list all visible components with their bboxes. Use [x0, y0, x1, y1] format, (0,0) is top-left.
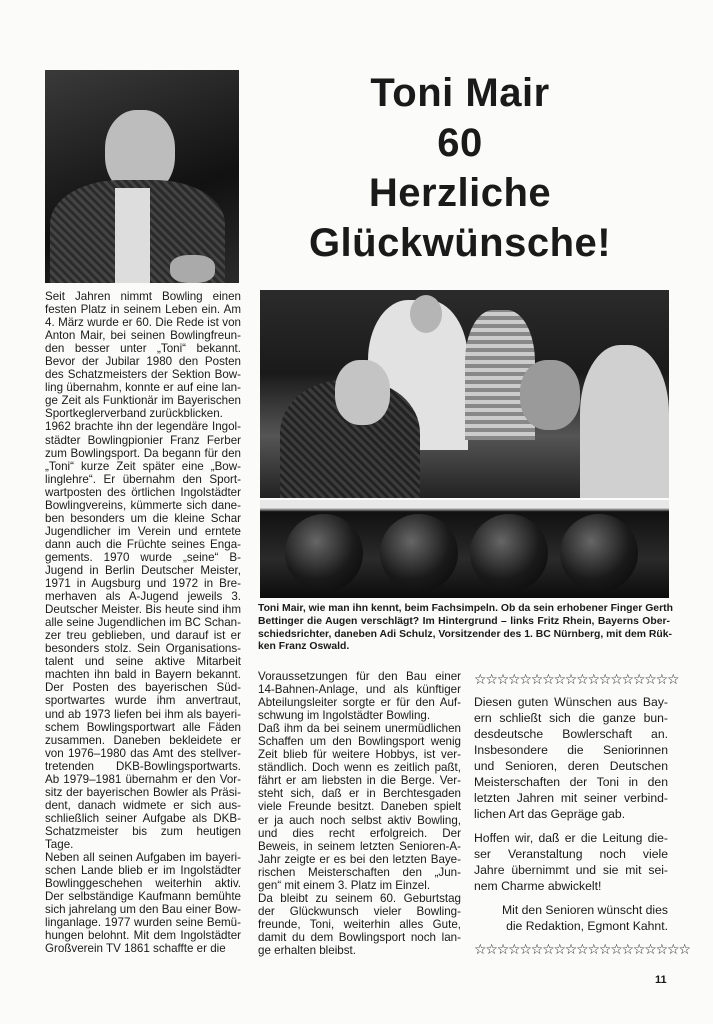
text-line: Neben all seinen Aufgaben im bayeri-	[45, 851, 241, 865]
group-photo-bowling-hall	[260, 290, 669, 498]
text-line: fährt er am liebsten in die Berge. Ver-	[258, 774, 461, 788]
text-line: ser Veranstaltung noch viele	[474, 847, 668, 861]
signature-line: Mit den Senioren wünscht dies	[502, 903, 668, 917]
text-line: Großverein TV 1861 schaffte er die	[45, 942, 226, 956]
text-line: ge erhalten bleibst.	[258, 943, 356, 957]
caption-line: Bettinger die Augen verschlägt? Im Hintergrund – links Fritz Rhein, Bayerns Ober-	[258, 615, 670, 627]
paragraph	[258, 670, 461, 722]
text-line: Abteilungsleiter sorgte er für den Auf-	[258, 696, 461, 710]
text-line: Daß ihm da bei seinem unermüdlichen	[258, 722, 461, 736]
text-line: freunde, Toni, weiterhin alles Gute,	[258, 917, 461, 931]
text-line: der Glückwunsch vieler Bowling-	[258, 904, 461, 918]
text-line: lichen Art das Gepräge gab.	[474, 807, 626, 821]
text-line: gements. 1970 wurde „seine“ B-	[45, 550, 241, 564]
star-divider-bottom: ☆☆☆☆☆☆☆☆☆☆☆☆☆☆☆☆☆☆☆	[474, 942, 690, 958]
text-line: steht sich, daß er in Berchtesgaden	[258, 787, 461, 801]
text-line: festen Platz in seinem Leben ein. Am	[45, 303, 241, 317]
text-line: linglehre“. Er übernahm den Sport-	[45, 472, 241, 486]
text-line: sitz der bayerischen Bowler als Präsi-	[45, 785, 241, 799]
text-line: Deutscher Meister. Bis heute sind ihm	[45, 603, 241, 617]
text-line: merhaven als A-Jugend jeweils 3.	[45, 590, 241, 604]
bowling-ball	[560, 514, 638, 592]
text-line: damit du dem Bowlingsport noch lan-	[258, 930, 461, 944]
photo-caption	[258, 603, 673, 654]
text-line: desdeutsche Bowlerschaft an.	[474, 727, 668, 741]
text-line: Bowlinggeschehen weiterhin aktiv.	[45, 877, 241, 891]
text-line: Anton Mair, bei seinen Bowlingfreun-	[45, 329, 241, 343]
text-line: wartposten des örtlichen Ingolstädter	[45, 485, 241, 499]
text-line: Der Posten des bayerischen Süd-	[45, 681, 241, 695]
text-line: Jahre übernimmt und sie mit sei-	[474, 863, 668, 877]
article-column-right	[474, 694, 668, 934]
text-line: tretenden DKB-Bowlingsportwarts.	[45, 759, 241, 773]
text-line: zum Bowlingsport. Da begann für den	[45, 446, 241, 460]
page-number: 11	[655, 974, 667, 986]
text-line: letzten Jahren mit seiner verbind-	[474, 791, 668, 805]
star-divider-top: ☆☆☆☆☆☆☆☆☆☆☆☆☆☆☆☆☆☆	[474, 672, 679, 688]
text-line: Meisterschaften der Toni in den	[474, 775, 668, 789]
text-line: alle seine Jugendlichen im BC Schan-	[45, 616, 241, 630]
text-line: Jugend in Berlin Deutscher Meister,	[45, 563, 241, 577]
portrait-photo-toni-mair	[45, 70, 239, 283]
paragraph	[45, 420, 241, 851]
text-line: schließlich seiner Aufgabe als DKB-	[45, 811, 241, 825]
text-line: des Schatzmeisters der Sektion Bow-	[45, 368, 241, 382]
text-line: ge Zeit als Funktionär im Bayerischen	[45, 394, 241, 408]
text-line: 14-Bahnen-Anlage, und als künftiger	[258, 683, 461, 697]
bowling-balls-photo	[260, 500, 669, 598]
text-line: hungen belohnt. Mit dem Ingolstädter	[45, 929, 241, 943]
text-line: Der selbständige Kaufmann bemühte	[45, 890, 241, 904]
text-line: Da bleibt zu seinem 60. Geburtstag	[258, 891, 461, 905]
text-line: zusammen. Daneben bekleidete er	[45, 733, 241, 747]
text-line: 4. März wurde er 60. Die Rede ist von	[45, 316, 241, 330]
text-line: Hoffen wir, daß er die Leitung die-	[474, 831, 668, 845]
paragraph	[258, 892, 461, 957]
text-line: ern schließt sich die ganze bun-	[474, 711, 668, 725]
headline-congrats-1: Herzliche	[368, 171, 552, 215]
text-line: Beweis, in seinem letzten Senioren-A-	[258, 839, 461, 853]
paragraph	[45, 290, 241, 420]
text-line: viele Freunde besitzt. Daneben spielt	[258, 800, 461, 814]
bowling-ball	[470, 514, 548, 592]
headline-name: Toni Mair	[370, 71, 550, 115]
text-line: Tage.	[45, 837, 74, 851]
text-line: sportwartes wurde ihm anvertraut,	[45, 694, 241, 708]
text-line: Schaffen um den Bowlingsport wenig	[258, 735, 461, 749]
article-column-middle	[258, 670, 461, 957]
text-line: schen Lande blieb er im Ingolstädter	[45, 864, 241, 878]
headline-age: 60	[437, 121, 483, 165]
caption-line: ken Franz Oswald.	[258, 641, 350, 653]
text-line: Schatzmeister bis zum heutigen	[45, 824, 241, 838]
text-line: rischen Meisterschaften den „Jun-	[258, 865, 461, 879]
text-line: sich jahrelang um den Bau einer Bow-	[45, 903, 241, 917]
text-line: „Toni“ kurze Zeit später eine „Bow-	[45, 459, 241, 473]
text-line: Ab 1979–1981 übernahm er den Vor-	[45, 772, 241, 786]
text-line: Diesen guten Wünschen aus Bay-	[474, 695, 668, 709]
text-line: und ab 1973 liefen bei ihm als bayeri-	[45, 707, 241, 721]
text-line: machten ihn bald in Bayern bekannt.	[45, 668, 241, 682]
text-line: dann auch die Früchte seines Enga-	[45, 537, 241, 551]
text-line: 1971 in Augsburg und 1972 in Bre-	[45, 577, 241, 591]
text-line: nem Charme abwickelt!	[474, 879, 602, 893]
text-line: er ja auch noch selbst aktiv Bowling,	[258, 813, 461, 827]
text-line: ben besonders um die kleine Schar	[45, 511, 241, 525]
text-line: und Senioren, deren Deutschen	[474, 759, 668, 773]
text-line: ständlich. Doch wenn es zeitlich paßt,	[258, 761, 461, 775]
text-line: dent, danach widmete er sich aus-	[45, 798, 241, 812]
text-line: gen“ mit einem 3. Platz im Einzel.	[258, 878, 431, 892]
text-line: schem Bowlingsportwart alle Fäden	[45, 720, 241, 734]
text-line: Bowlingvereins, kümmerte sich dane-	[45, 498, 241, 512]
paragraph	[474, 694, 668, 822]
text-line: von 1976–1980 das Amt des stellver-	[45, 746, 241, 760]
text-line: Seit Jahren nimmt Bowling einen	[45, 290, 241, 303]
headline	[250, 68, 670, 268]
bowling-ball	[285, 514, 363, 592]
text-line: Jugendlicher im Verein und erntete	[45, 524, 241, 538]
headline-congrats-2: Glückwünsche!	[308, 221, 612, 265]
bowling-ball	[380, 514, 458, 592]
text-line: zer treu geblieben, und darauf ist er	[45, 629, 241, 643]
text-line: städter Bowlingpionier Franz Ferber	[45, 433, 241, 447]
text-line: linganlage. 1977 wurden seine Bemü-	[45, 916, 241, 930]
text-line: ling übernahm, konnte er auf eine lan-	[45, 381, 241, 395]
paragraph	[258, 722, 461, 892]
text-line: Sportkeglerverband zurückblicken.	[45, 407, 223, 421]
text-line: schwung im Ingolstädter Bowling.	[258, 709, 431, 723]
article-column-left	[45, 290, 241, 955]
text-line: den besser unter „Toni“ bekannt.	[45, 342, 241, 356]
text-line: talent und seine aktive Mitarbeit	[45, 655, 241, 669]
text-line: 1962 brachte ihn der legendäre Ingol-	[45, 420, 241, 434]
text-line: Bevor der Jubilar 1980 den Posten	[45, 355, 241, 369]
text-line: und dies recht erfolgreich. Der	[258, 826, 461, 840]
text-line: besonders stolz. Sein Organisations-	[45, 642, 241, 656]
caption-line: schiedsrichter, daneben Adi Schulz, Vorsitzender des 1. BC Nürnberg, mit dem Rük-	[258, 628, 672, 640]
signature	[474, 902, 668, 934]
caption-line: Toni Mair, wie man ihn kennt, beim Fachsimpeln. Ob da sein erhobener Finger Gerth	[258, 603, 673, 614]
signature-line: die Redaktion, Egmont Kahnt.	[506, 919, 668, 933]
text-line: Jahr zeigte er es bei den letzten Baye-	[258, 852, 461, 866]
text-line: Voraussetzungen für den Bau einer	[258, 670, 461, 683]
paragraph	[474, 830, 668, 894]
text-line: Zeit blieb für weitere Hobbys, ist ver-	[258, 748, 461, 762]
text-line: Insbesondere die Seniorinnen	[474, 743, 668, 757]
paragraph	[45, 851, 241, 955]
